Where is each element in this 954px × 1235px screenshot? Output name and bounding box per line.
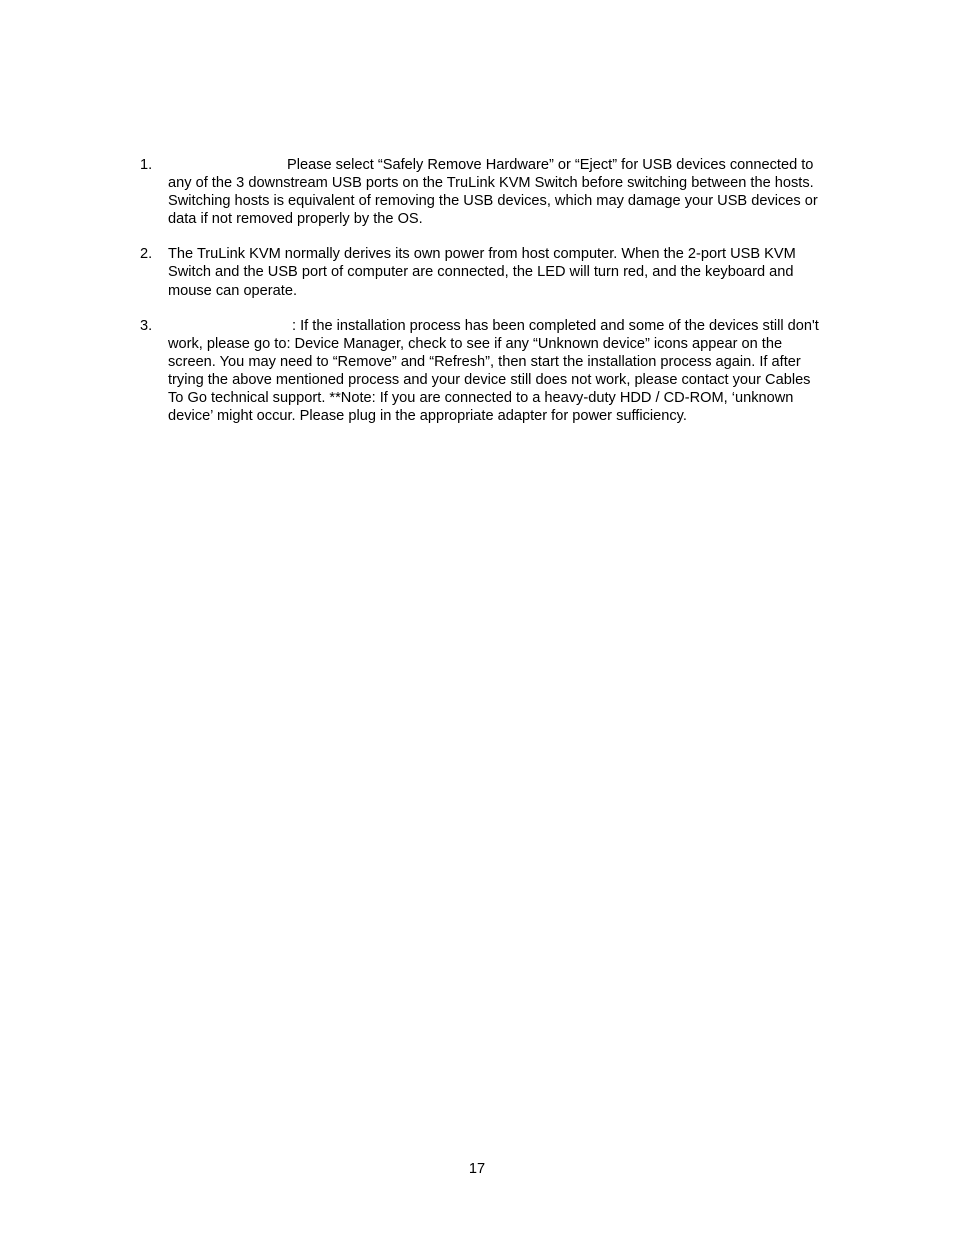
item-text: : If the installation process has been completed and some of the devices still don't work, please go to: Device Manager, check to see if any “Unknown device” icons appear on the screen. You may need to “Remove” and “Refresh”, then start the installation process again. If after trying the above mentioned process and your device still does not work, please contact your Cables To Go technical support. **Note: If you are connected to a heavy-duty HDD / CD-ROM, ‘unknown device’ might occur. Please plug in the appropriate adapter for power sufficiency. xyxy=(168,317,819,425)
item-number: 1. xyxy=(140,157,153,173)
page-number: 17 xyxy=(468,1161,486,1177)
list-item xyxy=(140,317,820,426)
item-number: 2. xyxy=(140,246,153,263)
list-item xyxy=(140,156,820,228)
item-text: Please select “Safely Remove Hardware” or “Eject” for USB devices connected to any of the 3 downstream USB ports on the TruLink KVM Switch before switching between the hosts. Switching hosts is equivalent of removing the USB devices, which may damage your USB devices or data if not removed properly by the OS. xyxy=(168,157,818,228)
item-number: 3. xyxy=(140,317,153,334)
numbered-notes-list xyxy=(140,156,820,442)
list-item xyxy=(140,245,820,299)
item-text: The TruLink KVM normally derives its own power from host computer. When the 2-port USB KVM Switch and the USB port of computer are connected, the LED will turn red, and the keyboard and mouse can operate. xyxy=(168,246,796,299)
